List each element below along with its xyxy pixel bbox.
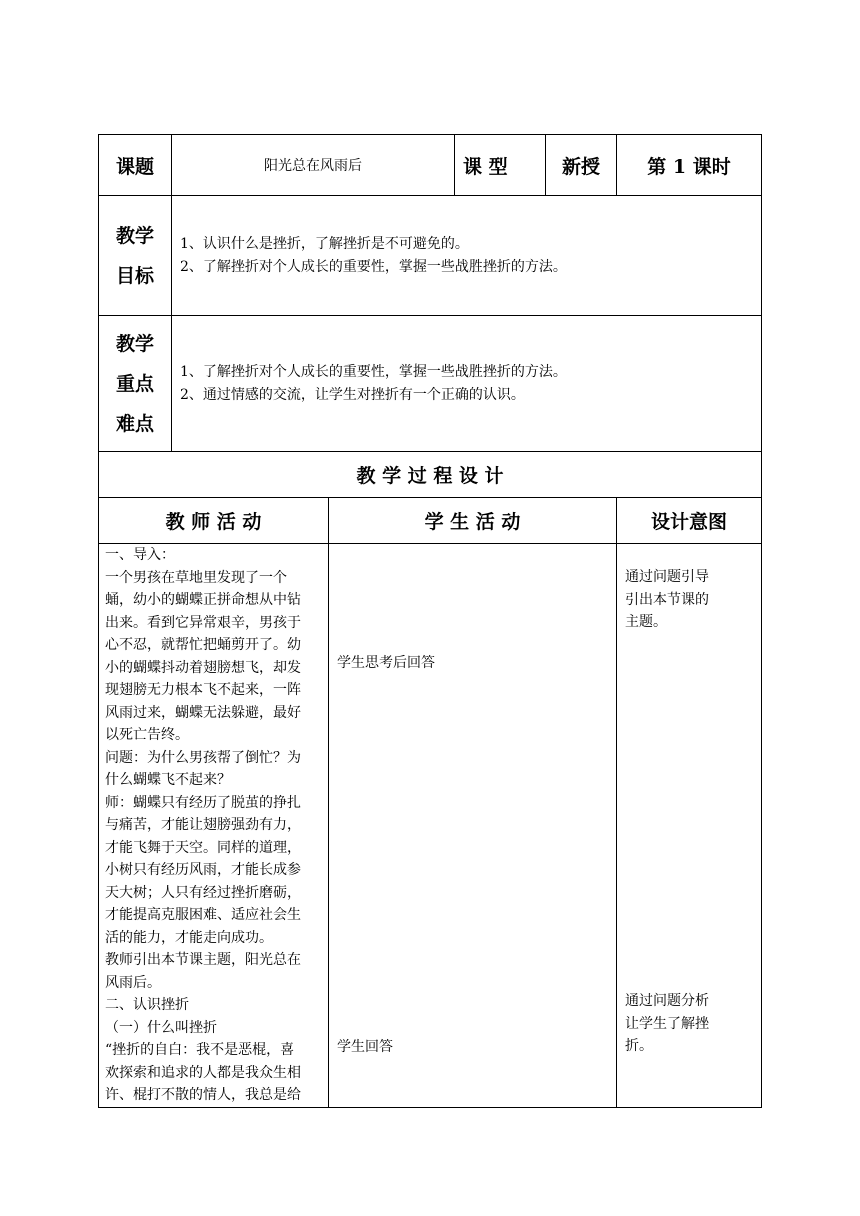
teacher-activity-line: 天大树；人只有经过挫折磨砺， bbox=[105, 884, 301, 901]
type-label: 课 型 bbox=[455, 135, 546, 196]
teacher-activity-text bbox=[99, 544, 328, 1107]
objectives-label bbox=[99, 196, 172, 316]
student-activity-1: 学生思考后回答 bbox=[337, 655, 435, 671]
objectives-label-line: 目标 bbox=[115, 264, 154, 287]
teacher-activity-line: 欢探索和追求的人都是我众生相 bbox=[105, 1064, 301, 1081]
key-point-item: 2、通过情感的交流，让学生对挫折有一个正确的认识。 bbox=[180, 386, 525, 403]
teacher-activity-line: 蛹，幼小的蝴蝶正拼命想从中钻 bbox=[105, 592, 301, 608]
intent-line: 通过问题引导 bbox=[625, 569, 709, 585]
key-points-content bbox=[172, 316, 762, 452]
intent-line: 主题。 bbox=[625, 614, 667, 630]
teacher-activity-line: 心不忍，就帮忙把蛹剪开了。幼 bbox=[105, 637, 301, 653]
objectives-label-line: 教学 bbox=[115, 224, 154, 247]
intent-line: 折。 bbox=[625, 1038, 653, 1054]
type-value: 新授 bbox=[546, 135, 617, 196]
design-intent-1 bbox=[625, 566, 757, 634]
key-points-label-line: 重点 bbox=[115, 372, 154, 395]
teacher-activity-line: 小树只有经历风雨，才能长成参 bbox=[105, 862, 301, 878]
key-points-label-line: 教学 bbox=[115, 332, 154, 355]
teacher-activity-line: 才能飞舞于天空。同样的道理， bbox=[105, 839, 301, 856]
lesson-plan-table bbox=[98, 134, 762, 1108]
key-points-label bbox=[99, 316, 172, 452]
teacher-activity-line: 二、认识挫折 bbox=[105, 997, 189, 1013]
teacher-activity-line: 问题：为什么男孩帮了倒忙？为 bbox=[105, 749, 301, 766]
teacher-activity-line: 师：蝴蝶只有经历了脱茧的挣扎 bbox=[105, 794, 301, 811]
teacher-activity-line: 现翅膀无力根本飞不起来，一阵 bbox=[105, 682, 301, 698]
intent-line: 引出本节课的 bbox=[625, 591, 709, 608]
objective-item: 1、认识什么是挫折，了解挫折是不可避免的。 bbox=[180, 236, 469, 252]
teacher-activity-line: 才能提高克服困难、适应社会生 bbox=[105, 907, 301, 923]
key-points-row bbox=[99, 316, 762, 452]
teacher-activity-line: 教师引出本节课主题，阳光总在 bbox=[105, 952, 301, 968]
teacher-activity-cell bbox=[99, 544, 329, 1108]
period-value: 第 1 课时 bbox=[617, 135, 762, 196]
teacher-activity-line: 活的能力，才能走向成功。 bbox=[105, 929, 273, 946]
teacher-activity-line: 与痛苦，才能让翅膀强劲有力， bbox=[105, 817, 301, 833]
design-intent-2 bbox=[625, 990, 757, 1058]
teacher-activity-line: 以死亡告终。 bbox=[105, 727, 189, 743]
process-content-row bbox=[99, 544, 762, 1108]
objective-item: 2、了解挫折对个人成长的重要性，掌握一些战胜挫折的方法。 bbox=[180, 258, 567, 275]
header-row bbox=[99, 135, 762, 196]
teacher-activity-line: “挫折的自白：我不是恶棍，喜 bbox=[105, 1042, 295, 1058]
process-title: 教 学 过 程 设 计 bbox=[99, 452, 762, 498]
student-activity-header: 学 生 活 动 bbox=[329, 498, 617, 544]
intent-line: 让学生了解挫 bbox=[625, 1015, 709, 1032]
student-activity-2: 学生回答 bbox=[337, 1039, 393, 1055]
teacher-activity-line: 风雨后。 bbox=[105, 974, 161, 991]
teacher-activity-line: 一个男孩在草地里发现了一个 bbox=[105, 569, 287, 586]
intent-line: 通过问题分析 bbox=[625, 993, 709, 1009]
key-point-item: 1、了解挫折对个人成长的重要性，掌握一些战胜挫折的方法。 bbox=[180, 364, 567, 380]
teacher-activity-header: 教 师 活 动 bbox=[99, 498, 329, 544]
design-intent-cell bbox=[617, 544, 762, 1108]
teacher-activity-line: 小的蝴蝶抖动着翅膀想飞，却发 bbox=[105, 659, 301, 676]
topic-value: 阳光总在风雨后 bbox=[172, 135, 455, 196]
key-points-label-line: 难点 bbox=[115, 412, 154, 435]
objectives-row bbox=[99, 196, 762, 316]
teacher-activity-line: （一）什么叫挫折 bbox=[105, 1019, 217, 1036]
teacher-activity-line: 一、导入： bbox=[105, 547, 175, 563]
teacher-activity-line: 许、棍打不散的情人，我总是给 bbox=[105, 1087, 301, 1103]
teacher-activity-line: 出来。看到它异常艰辛，男孩于 bbox=[105, 614, 301, 631]
student-activity-cell bbox=[329, 544, 617, 1108]
process-header-row bbox=[99, 498, 762, 544]
objectives-content bbox=[172, 196, 762, 316]
process-title-row bbox=[99, 452, 762, 498]
design-intent-header: 设计意图 bbox=[617, 498, 762, 544]
teacher-activity-line: 风雨过来，蝴蝶无法躲避，最好 bbox=[105, 704, 301, 721]
teacher-activity-line: 什么蝴蝶飞不起来？ bbox=[105, 772, 231, 788]
topic-label: 课题 bbox=[99, 135, 172, 196]
